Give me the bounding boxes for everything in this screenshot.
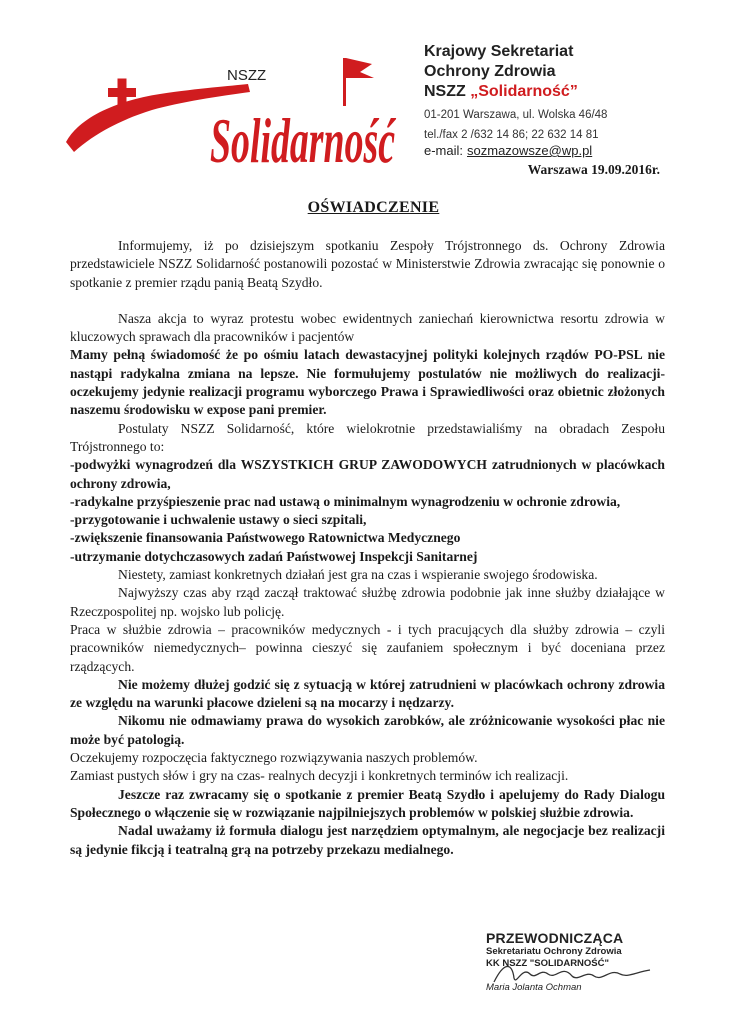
org-address: 01-201 Warszawa, ul. Wolska 46/48	[424, 109, 608, 121]
solidarnosc-logo	[60, 44, 400, 164]
paragraph-13: Nadal uważamy iż formuła dialogu jest narzędziem optymalnym, ale negocjacje bez realizacji są jedynie fikcją i teatralną grą na potrzeby przekazu medialnego.	[70, 823, 665, 857]
list-item: -radykalne przyśpieszenie prac nad ustawą o minimalnym wynagrodzeniu w ochronie zdrowia,	[70, 493, 621, 509]
org-email-row	[424, 142, 724, 160]
paragraph-2: Nasza akcja to wyraz protestu wobec ewidentnych zaniechań kierownictwa resortu zdrowia w kluczowych sprawach dla pracowników i pacjentów	[70, 310, 665, 345]
logo-word: Solidarność	[210, 105, 397, 164]
signature-role: PRZEWODNICZĄCA	[486, 930, 624, 946]
signature-line-2: KK NSZZ "SOLIDARNOŚĆ"	[486, 958, 610, 969]
paragraph-4: Postulaty NSZZ Solidarność, które wielokrotnie przedstawialiśmy na obradach Zespołu Trójstronnego to:	[70, 420, 665, 454]
list-item: -podwyżki wynagrodzeń dla WSZYSTKICH GRUP ZAWODOWYCH zatrudnionych w placówkach ochrony zdrowia,	[70, 457, 665, 491]
list-item: -utrzymanie dotychczasowych zadań Państwowej Inspekcji Sanitarnej	[70, 548, 478, 564]
paragraph-10: Oczekujemy rozpoczęcia faktycznego rozwiązywania naszych problemów.	[70, 750, 478, 766]
paragraph-7: Praca w służbie zdrowia – pracowników medycznych - i tych pracujących dla służby zdrowia – czyli pracowników niemedycznych– powinna cieszyć się zaufaniem społecznym i być doceniana przez rządzących.	[70, 621, 665, 674]
org-line-3-brand: „Solidarność”	[470, 83, 578, 100]
document-body	[70, 237, 665, 859]
paragraph-1: Informujemy, iż po dzisiejszym spotkaniu Zespoły Trójstronnego ds. Ochrony Zdrowia przedstawiciele NSZZ Solidarność postanowili pozostać w Ministerstwie Zdrowia zwracając się ponownie o spotkanie z premier rządu panią Beatą Szydło.	[70, 238, 665, 290]
org-line-3	[424, 82, 724, 102]
signature-block	[486, 930, 686, 993]
paragraph-9: Nikomu nie odmawiamy prawa do wysokich zarobków, ale zróżnicowanie wysokości płac nie może być patologią.	[70, 713, 665, 747]
email-link[interactable]: sozmazowsze@wp.pl	[467, 143, 593, 158]
paragraph-6: Najwyższy czas aby rząd zaczął traktować służbę zdrowia podobnie jak inne służby działające w Rzeczpospolitej np. wojsko lub policję.	[70, 585, 665, 619]
document-date: Warszawa 19.09.2016r.	[527, 162, 660, 177]
document-title: OŚWIADCZENIE	[307, 199, 440, 216]
org-phone: tel./fax 2 /632 14 86; 22 632 14 81	[424, 129, 599, 141]
list-item: -zwiększenie finansowania Państwowego Ratownictwa Medycznego	[70, 530, 461, 546]
paragraph-8: Nie możemy dłużej godzić się z sytuacją w której zatrudnieni w placówkach ochrony zdrowia ze względu na warunki płacowe dzieleni są na mocarzy i nędzarzy.	[70, 676, 665, 711]
list-item: -przygotowanie i uchwalenie ustawy o sieci szpitali,	[70, 512, 367, 528]
paragraph-11: Zamiast pustych słów i gry na czas- realnych decyzji i konkretnych terminów ich realizacji.	[70, 768, 569, 784]
paragraph-12: Jeszcze raz zwracamy się o spotkanie z premier Beatą Szydło i apelujemy do Rady Dialogu Społecznego o włączenie się w rozwiązanie najpilniejszych problemów w polskiej służbie zdrowia.	[70, 786, 665, 820]
paragraph-5: Niestety, zamiast konkretnych działań jest gra na czas i wspieranie swojego środowiska.	[118, 567, 598, 583]
org-line-3-prefix: NSZZ	[424, 83, 466, 100]
handwritten-signature	[490, 956, 660, 990]
logo-small-text: NSZZ	[227, 67, 267, 84]
email-label: e-mail:	[424, 143, 464, 158]
organization-info	[424, 42, 724, 160]
paragraph-3: Mamy pełną świadomość że po ośmiu latach dewastacyjnej polityki kolejnych rządów PO-PSL nie nastąpi radykalna zmiana na lepsze. Nie formułujemy postulatów nie możliwych do realizacji- oczekujemy jedynie realizacji programu wyborczego Prawa i Sprawiedliwości oraz obietnic złożonych naszemu środowisku w expose pani premier.	[70, 347, 665, 418]
org-line-2: Ochrony Zdrowia	[424, 63, 556, 80]
signature-name: Maria Jolanta Ochman	[486, 982, 582, 993]
org-line-1: Krajowy Sekretariat	[424, 43, 574, 60]
signature-line-1: Sekretariatu Ochrony Zdrowia	[486, 946, 622, 957]
